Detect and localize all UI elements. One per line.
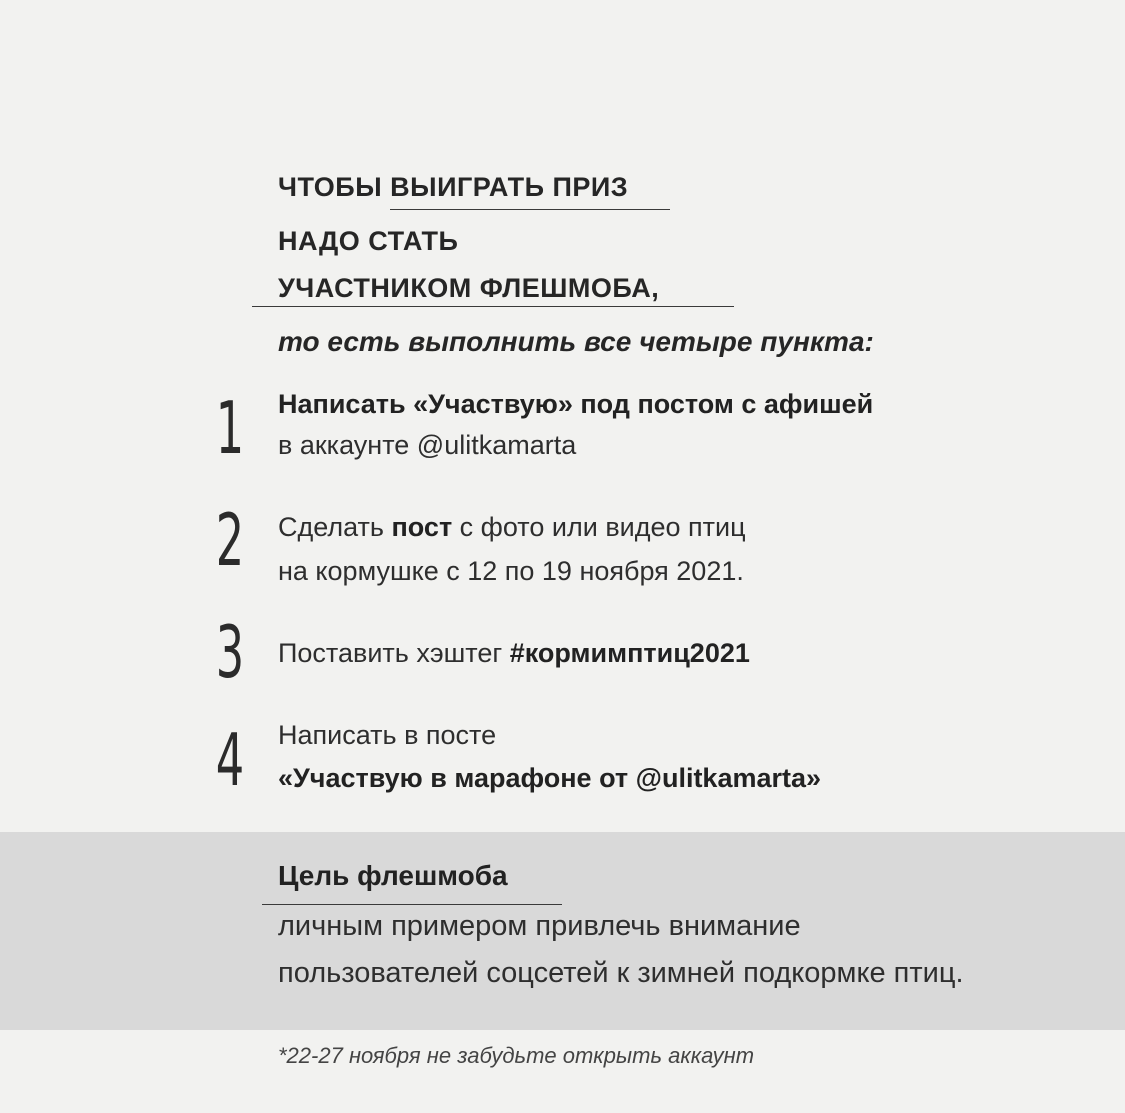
step-1-number: 1 bbox=[215, 386, 245, 470]
footnote: *22-27 ноября не забудьте открыть аккаунт bbox=[278, 1043, 755, 1068]
step-2-line-1 bbox=[278, 512, 746, 543]
step-3-number: 3 bbox=[215, 610, 245, 694]
step-4-line-2: «Участвую в марафоне от @ulitkamarta» bbox=[278, 763, 822, 793]
step-2-line-1-a: Сделать bbox=[278, 512, 392, 542]
goal-underline bbox=[262, 904, 562, 905]
step-4-line-1: Написать в посте bbox=[278, 720, 497, 750]
step-2-line-2: на кормушке с 12 по 19 ноября 2021. bbox=[278, 556, 744, 586]
goal-title: Цель флешмоба bbox=[278, 860, 508, 891]
step-3-hashtag: #кормимптиц2021 bbox=[509, 638, 750, 668]
step-4-number: 4 bbox=[215, 718, 245, 802]
step-3-line-1 bbox=[278, 638, 750, 669]
heading-line-2: НАДО СТАТЬ bbox=[278, 226, 459, 256]
heading-line-3: УЧАСТНИКОМ ФЛЕШМОБА, bbox=[278, 273, 660, 303]
heading-line-1 bbox=[278, 172, 628, 203]
step-2-line-1-c: с фото или видео птиц bbox=[452, 512, 746, 542]
step-3-line-1-a: Поставить хэштег bbox=[278, 638, 510, 668]
step-2-number: 2 bbox=[215, 498, 245, 582]
goal-line-2: пользователей соцсетей к зимней подкормке птиц. bbox=[278, 957, 964, 989]
step-1-line-1: Написать «Участвую» под постом с афишей bbox=[278, 389, 874, 419]
heading-underline-1 bbox=[390, 209, 670, 210]
heading-underline-2 bbox=[252, 306, 734, 307]
heading-line-1-plain: ЧТОБЫ bbox=[278, 172, 391, 202]
heading-line-1-emphasis: ВЫИГРАТЬ ПРИЗ bbox=[390, 172, 629, 202]
step-1-line-2: в аккаунте @ulitkamarta bbox=[278, 430, 577, 460]
goal-line-1: личным примером привлечь внимание bbox=[278, 910, 801, 942]
step-2-line-1-b: пост bbox=[391, 512, 453, 542]
heading-subhead: то есть выполнить все четыре пункта: bbox=[278, 326, 874, 357]
